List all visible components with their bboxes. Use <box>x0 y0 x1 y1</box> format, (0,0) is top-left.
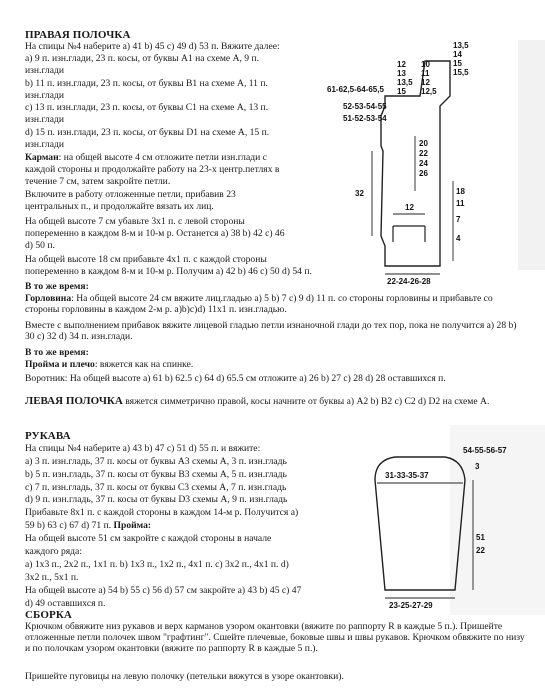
sleeve-line-5: d) 9 п. изн.гладь, 37 п. косы от буквы D3 схемы A, 9 п. изн.гладь <box>25 494 288 505</box>
neck-paragraph-2: Вместе с выполнением прибавок вяжите лицевой гладью петли изнаночной глади до тех пор, пока не получится а) 28 b) 30 c) 32 d) 34 п. изн.глади. <box>25 320 517 343</box>
left-num2-3: 13,5 <box>397 78 413 87</box>
sleeve-line-8: На общей высоте 51 cм закройте с каждой стороны в начале <box>25 533 272 544</box>
inner-num-2: 22 <box>419 149 428 158</box>
pocket-line-10: попеременно в каждом 8-м и 10-м р. Получим а) 42 b) 46 c) 50 d) 54 п. <box>25 266 312 277</box>
right-front-line-2: а) 9 п. изн.глади, 23 п. косы, от буквы A1 на схеме A, 9 п. <box>25 53 260 64</box>
right-front-line-1: На спицы №4 наберите а) 41 b) 45 c) 49 d) 53 п. Вяжите далее: <box>25 41 280 52</box>
sleeve-side-num-1: 51 <box>476 533 485 542</box>
neck-paragraph <box>25 293 525 315</box>
left-num2-2: 13 <box>397 69 406 78</box>
raglan-line-start: 59 b) 63 c) 67 d) 71 п. <box>25 520 114 531</box>
right-front-line-6: c) 13 п. изн.глади, 23 п. косы, от буквы C1 на схеме A, 13 п. <box>25 102 269 113</box>
left-num1-2: 11 <box>421 69 430 78</box>
pocket-width: 12 <box>405 203 414 212</box>
right-num-3: 7 <box>456 215 461 224</box>
sleeve-bottom-label: 23-25-27-29 <box>389 601 433 610</box>
neck-text: : На общей высоте 24 cм вяжите лиц.гладью а) 5 b) 7 c) 9 d) 11 п. со стороны горловины и прибавьте со стороны горловины в каждом 2-м р. а)b)c)d) 11х1 п. изн.гладью. <box>25 293 493 316</box>
shoulder-label-a: 52-53-54-55 <box>343 102 387 111</box>
inner-num-1: 20 <box>419 139 428 148</box>
side-32: 32 <box>355 189 364 198</box>
shoulder-label-b: 51-52-53-54 <box>343 114 387 123</box>
section-title-assembly: СБОРКА <box>25 609 72 621</box>
top-num-1: 13,5 <box>453 41 469 50</box>
raglan-label: Пройма: <box>113 520 152 531</box>
sleeve-piece-schema <box>345 445 535 610</box>
sleeve-line-2: а) 3 п. изн.гладь, 37 п. косы от буквы A3 схемы A, 3 п. изн.гладь <box>25 456 287 467</box>
same-time-heading-2: В то же время: <box>25 347 89 358</box>
sleeve-line-10: а) 1х3 п., 2х2 п., 1х1 п. b) 1х3 п., 1х2 п., 4х1 п. c) 3х2 п., 4х1 п. d) <box>25 559 289 570</box>
sleeve-line-4: c) 7 п. изн.гладь, 37 п. косы от буквы C3 схемы A, 7 п. изн.гладь <box>25 482 287 493</box>
right-front-line-7: изн.глади <box>25 114 64 125</box>
bottom-label: 22-24-26-28 <box>387 277 431 286</box>
pocket-line-3: течение 7 cм, затем закройте петли. <box>25 176 171 187</box>
top-num-3: 15 <box>453 59 462 68</box>
sleeve-line-7 <box>25 520 151 531</box>
section-title-sleeves: РУКАВА <box>25 430 71 442</box>
right-front-line-5: изн.глади <box>25 90 64 101</box>
pocket-line-7: попеременно в каждом 8-м и 10-м р. Останется а) 38 b) 42 c) 46 <box>25 228 285 239</box>
sleeve-line-13: d) 49 оставшихся п. <box>25 598 106 609</box>
left-front-text: вяжется симметрично правой, косы начните от буквы а) A2 b) B2 c) C2 d) D2 на схеме A. <box>122 396 490 407</box>
pocket-line-8: d) 50 п. <box>25 240 55 251</box>
sleeve-line-1: На спицы №4 наберите а) 43 b) 47 c) 51 d) 55 п. и вяжите: <box>25 443 261 454</box>
collar-line: Воротник: На общей высоте а) 61 b) 62.5 c) 64 d) 65.5 cм отложите а) 26 b) 27 c) 28 d) 28 оставшихся п. <box>25 373 446 384</box>
left-num2-4: 15 <box>397 87 406 96</box>
pocket-text-1: : на общей высоте 4 cм отложите петли изн.глади с <box>58 152 267 163</box>
section-title-left-front: ЛЕВАЯ ПОЛОЧКА <box>25 395 123 407</box>
inner-num-4: 26 <box>419 169 428 178</box>
pocket-line-5: центральных п., и продолжайте вязать их лиц. <box>25 201 214 212</box>
pocket-line-2: каждой стороны и продолжайте работу на 23-х центр.петлях в <box>25 164 280 175</box>
pocket-line-6: На общей высоте 7 cм убавьте 3х1 п. с левой стороны <box>25 216 245 227</box>
sleeve-right-label: 54-55-56-57 <box>463 446 507 455</box>
top-num-2: 14 <box>453 50 462 59</box>
assembly-paragraph: Крючком обвяжите низ рукавов и верх карманов узором окантовки (вяжите по раппорту R в каждые 5 п.). Пришейте отложенные петли полочек швом "графтинг". Сшейте плечевые, боковые швы и швы рукавов. Крючком обвяжите по низу и по полочкам узором окантовки (вяжите по раппорту R в каждые 5 п.). <box>25 621 525 655</box>
left-num1-4: 12,5 <box>421 87 437 96</box>
sleeve-line-6: Прибавьте 8х1 п. с каждой стороны в каждом 14-м р. Получится а) <box>25 507 299 518</box>
right-num-4: 4 <box>456 234 461 243</box>
left-num1-1: 10 <box>421 60 430 69</box>
chest-label: 61-62,5-64-65,5 <box>327 85 384 94</box>
pocket-line-1 <box>25 152 267 163</box>
right-num-1: 18 <box>456 187 465 196</box>
same-time-heading-1: В то же время: <box>25 281 89 292</box>
pocket-line-9: На общей высоте 18 cм прибавьте 4х1 п. с каждой стороны <box>25 254 267 265</box>
left-num2-1: 12 <box>397 60 406 69</box>
front-piece-schema <box>325 36 525 286</box>
right-front-line-8: d) 15 п. изн.глади, 23 п. косы, от буквы D1 на схеме A, 15 п. <box>25 127 270 138</box>
right-front-line-4: b) 11 п. изн.глади, 23 п. косы, от буквы B1 на схеме A, 11 п. <box>25 78 268 89</box>
sleeve-side-num-2: 22 <box>476 546 485 555</box>
sleeve-right-small: 3 <box>475 462 480 471</box>
armhole-line <box>25 359 193 370</box>
neck-label: Горловина <box>25 293 72 304</box>
sleeve-top-label: 31-33-35-37 <box>385 471 429 480</box>
section-title-right-front: ПРАВАЯ ПОЛОЧКА <box>25 29 131 41</box>
left-front-paragraph <box>25 396 525 407</box>
pocket-label: Карман <box>25 152 59 163</box>
right-num-2: 11 <box>456 199 465 208</box>
sleeve-line-9: каждого ряда: <box>25 546 82 557</box>
sleeve-line-3: b) 5 п. изн.гладь, 37 п. косы от буквы B3 схемы A, 5 п. изн.гладь <box>25 469 287 480</box>
top-num-4: 15,5 <box>453 68 469 77</box>
left-num1-3: 12 <box>421 78 430 87</box>
armhole-text: : вяжется как на спинке. <box>94 359 194 370</box>
pocket-line-4: Включите в работу отложенные петли, прибавив 23 <box>25 189 236 200</box>
front-outline <box>381 61 450 266</box>
inner-num-3: 24 <box>419 159 428 168</box>
assembly-paragraph-2: Пришейте пуговицы на левую полочку (петельки вяжутся в узоре окантовки). <box>25 671 344 682</box>
right-front-line-9: изн.глади <box>25 139 64 150</box>
pocket-outline <box>393 226 425 242</box>
right-front-line-3: изн.глади <box>25 65 64 76</box>
sleeve-line-12: На общей высоте а) 54 b) 55 c) 56 d) 57 cм закройте а) 43 b) 45 c) 47 <box>25 585 302 596</box>
sleeve-line-11: 3х2 п., 5х1 п. <box>25 572 79 583</box>
armhole-label: Пройма и плечо <box>25 359 95 370</box>
